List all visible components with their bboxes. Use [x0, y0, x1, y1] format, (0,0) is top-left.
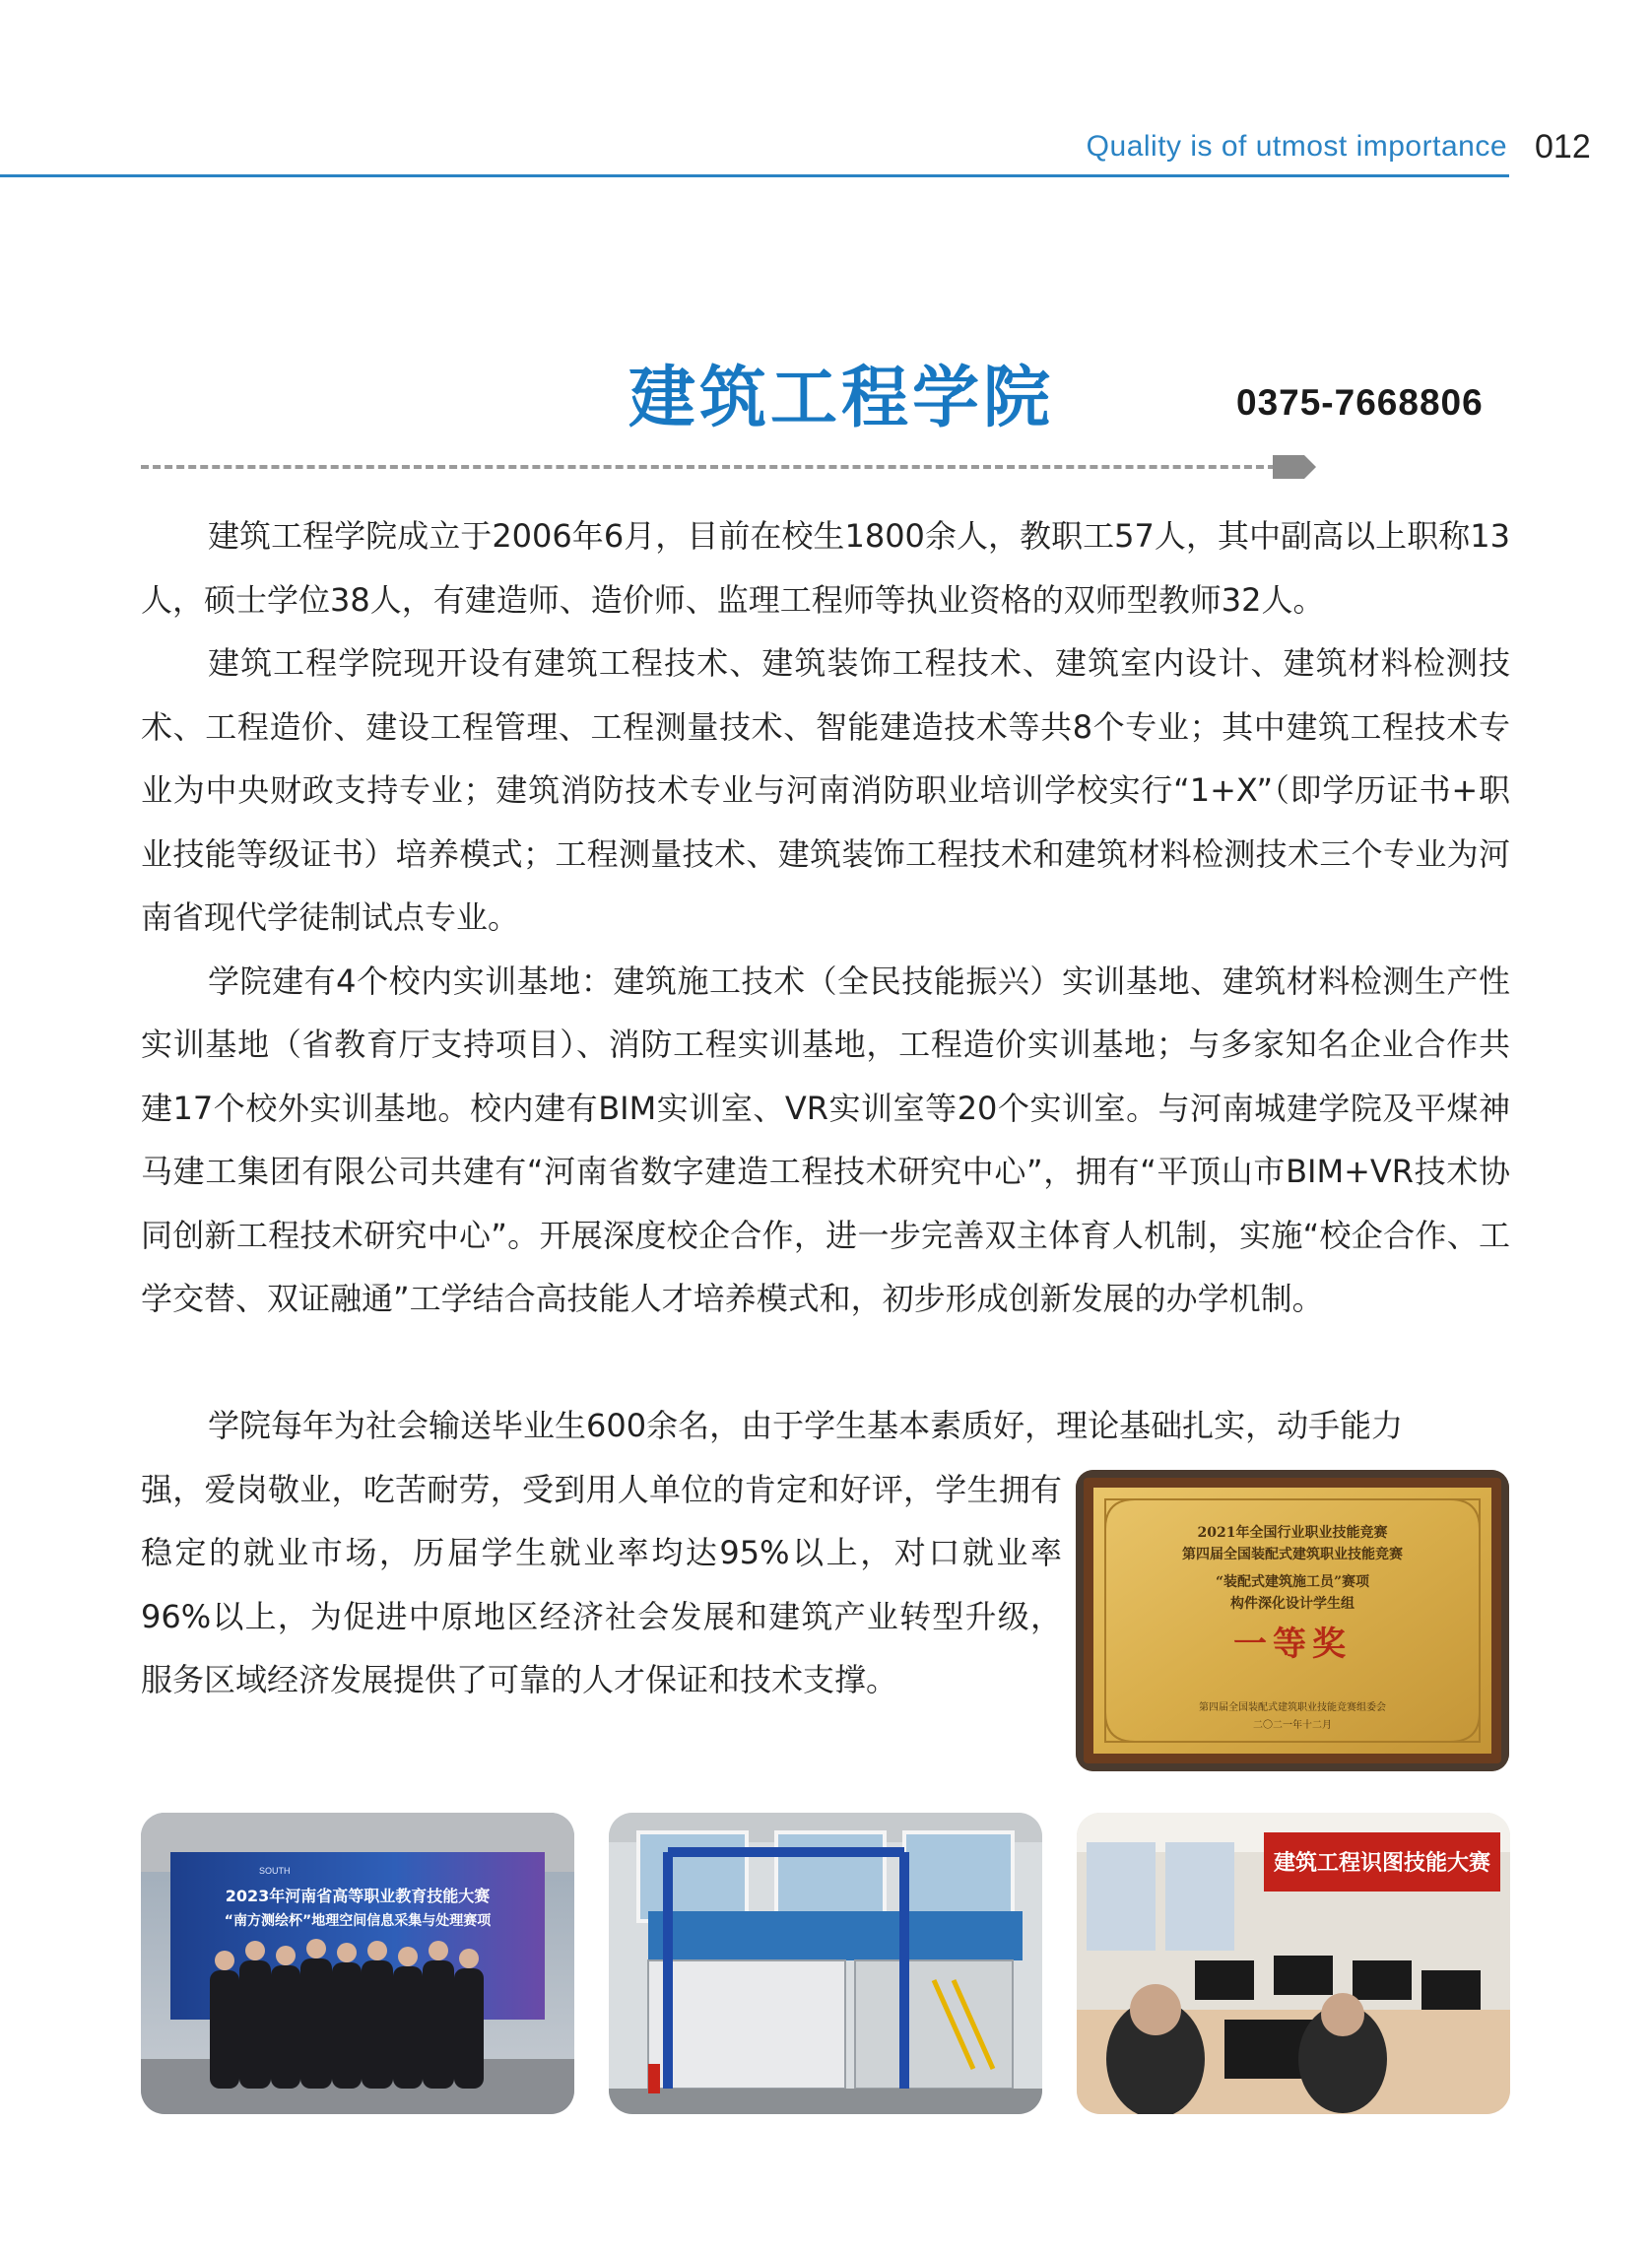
phone-number: 0375-7668806	[1236, 382, 1484, 423]
header-slogan: Quality is of utmost importance	[1086, 130, 1507, 163]
competition-group-photo	[141, 1813, 574, 2114]
body-text	[141, 504, 1510, 1331]
photo-1-logo-text: SOUTH	[259, 1866, 291, 1876]
paragraph-3: 学院建有4个校内实训基地：建筑施工技术（全民技能振兴）实训基地、建筑材料检测生产性实训基地（省教育厅支持项目）、消防工程实训基地，工程造价实训基地；与多家知名企业合作共建17个校外实训基地。校内建有BIM实训室、VR实训室等20个实训室。与河南城建学院及平煤神马建工集团有限公司共建有“河南省数字建造工程技术研究中心”，拥有“平顶山市BIM+VR技术协同创新工程技术研究中心”。开展深度校企合作，进一步完善双主体育人机制，实施“校企合作、工学交替、双证融通”工学结合高技能人才培养模式和，初步形成创新发展的办学机制。	[141, 962, 1510, 1317]
photo-1-banner-line-2: “南方测绘杯”地理空间信息采集与处理赛项	[224, 1913, 492, 1929]
award-issuer: 第四届全国装配式建筑职业技能竞赛组委会	[1199, 1702, 1386, 1713]
paragraph-4-first-line: 学院每年为社会输送毕业生600余名，由于学生基本素质好，理论基础扎实，动手能力	[208, 1407, 1404, 1444]
header-rule	[0, 174, 1509, 177]
cad-competition-photo	[1077, 1813, 1510, 2114]
divider-arrow-icon	[1273, 453, 1318, 481]
dashed-divider	[141, 465, 1276, 469]
photo-1-banner-line-1: 2023年河南省高等职业教育技能大赛	[225, 1887, 491, 1905]
page-title: 建筑工程学院	[628, 360, 1055, 437]
award-line-1: 2021年全国行业职业技能竞赛	[1197, 1525, 1388, 1541]
award-date: 二〇二一年十二月	[1253, 1720, 1332, 1731]
paragraph-2: 建筑工程学院现开设有建筑工程技术、建筑装饰工程技术、建筑室内设计、建筑材料检测技术、工程造价、建设工程管理、工程测量技术、智能建造技术等共8个专业；其中建筑工程技术专业为中央财政支持专业；建筑消防技术专业与河南消防职业培训学校实行“1+X”（即学历证书+职业技能等级证书）培养模式；工程测量技术、建筑装饰工程技术和建筑材料检测技术三个专业为河南省现代学徒制试点专业。	[141, 644, 1510, 936]
award-plaque-photo	[1076, 1470, 1509, 1771]
photo-3-banner: 建筑工程识图技能大赛	[1273, 1851, 1491, 1876]
award-line-2: 第四届全国装配式建筑职业技能竞赛	[1182, 1547, 1403, 1562]
award-line-3: “装配式建筑施工员”赛项	[1215, 1574, 1370, 1590]
page-number: 012	[1535, 128, 1591, 166]
training-lab-photo	[609, 1813, 1042, 2114]
paragraph-4-rest: 强，爱岗敬业，吃苦耐劳，受到用人单位的肯定和好评，学生拥有稳定的就业市场，历届学生就业率均达95%以上，对口就业率96%以上，为促进中原地区经济社会发展和建筑产业转型升级，服务区域经济发展提供了可靠的人才保证和技术支撑。	[141, 1470, 1062, 1698]
award-line-4: 构件深化设计学生组	[1230, 1596, 1355, 1612]
award-prize: 一等奖	[1233, 1625, 1352, 1664]
paragraph-1: 建筑工程学院成立于2006年6月，目前在校生1800余人，教职工57人，其中副高以上职称13人，硕士学位38人，有建造师、造价师、监理工程师等执业资格的双师型教师32人。	[141, 517, 1510, 619]
